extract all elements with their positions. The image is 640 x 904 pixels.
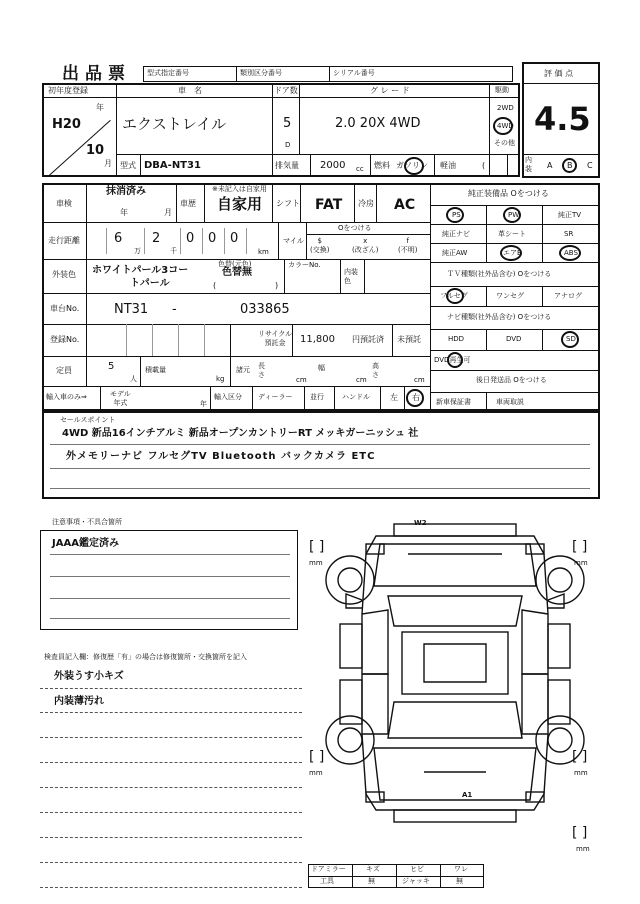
chassis-dash: -: [172, 302, 177, 317]
divider: [304, 386, 305, 411]
later-warranty: 新車保証書: [436, 398, 471, 406]
handle-option-left: 左: [390, 393, 398, 402]
equip-ps: PS: [452, 211, 461, 219]
rule-line: [50, 598, 290, 599]
divider: [224, 228, 225, 254]
diagram-top-label: W2: [414, 519, 427, 527]
score-value: 4.5: [534, 100, 591, 138]
tv-fullseg: フルセグ: [440, 292, 468, 300]
legend-header-mirror: ドアミラー: [311, 865, 346, 873]
paren: (: [482, 161, 486, 170]
history-note: ※未記入は自家用: [212, 185, 267, 193]
mileage-digit-2: 2: [152, 231, 161, 246]
doors-value: 5: [283, 116, 292, 131]
inspector-line1: 外装うす小キズ: [54, 671, 124, 682]
mm-label: mm: [576, 845, 590, 853]
load-label: 積載量: [145, 366, 166, 374]
fuel-selected-circle: [404, 157, 424, 175]
equip-sr: SR: [564, 230, 574, 238]
displacement-label: 排気量: [275, 161, 299, 170]
drive-option-other: その他: [494, 139, 515, 147]
car-name: エクストレイル: [122, 115, 227, 133]
divider: [486, 286, 487, 306]
divider: [42, 356, 430, 357]
mileage-digit-4: 0: [208, 231, 217, 246]
equip-navi: 純正ナビ: [442, 230, 470, 238]
equip-pw-circle: [503, 207, 521, 223]
divider: [430, 262, 600, 263]
length-label: 長さ: [258, 362, 265, 379]
notes-value: JAAA鑑定済み: [52, 538, 119, 549]
handle-selected-circle: [406, 389, 424, 407]
year-unit: 年: [96, 103, 104, 112]
divider: [310, 154, 311, 177]
divider: [370, 154, 371, 177]
diesel-label: 軽油: [440, 161, 456, 170]
rule-line: [40, 787, 302, 788]
legend-header-scratch: キズ: [366, 865, 380, 873]
interior-selected-circle: [562, 158, 577, 173]
navi-title: ナビ種類(社外品含む) Oをつける: [447, 313, 552, 321]
paren: ): [275, 281, 279, 290]
divider: [272, 83, 273, 177]
selling-points-label: セールスポイント: [60, 416, 116, 424]
divider: [542, 329, 543, 350]
diagram-bottom-label: A1: [462, 791, 473, 799]
divider: [100, 386, 101, 411]
year-unit: 年: [200, 400, 207, 408]
divider: [106, 228, 107, 254]
shift-label: シフト: [276, 199, 300, 208]
rule-line: [50, 576, 290, 577]
history-label: 車歴: [180, 199, 196, 208]
serial-label: シリアル番号: [333, 69, 375, 77]
rule-line: [50, 488, 590, 489]
divider: [354, 183, 355, 222]
height-label: 高さ: [372, 362, 379, 379]
import-option-dealer: ディーラー: [258, 393, 293, 401]
history-value: 自家用: [217, 195, 263, 213]
equip-abs: ABS: [564, 249, 578, 257]
legend-value-jack: ジャッキ: [402, 877, 430, 885]
handle-option-right: 右: [412, 393, 420, 402]
bracket-left-top: [ ]: [309, 539, 325, 555]
grade-value: 2.0 20X 4WD: [335, 116, 421, 131]
chassis-number: 033865: [240, 302, 290, 317]
bracket-right-bottom: [ ]: [572, 749, 588, 765]
notes-label: 注意事項・不具合箇所: [52, 518, 122, 526]
shaken-label: 車検: [56, 199, 72, 208]
mileage-man: 万: [134, 247, 141, 255]
first-reg-year: H20: [52, 117, 81, 132]
divider: [140, 356, 141, 386]
divider: [404, 386, 405, 411]
divider: [340, 259, 341, 293]
mileage-sen: 千: [170, 247, 177, 255]
aircon-label: 冷房: [358, 199, 374, 208]
divider: [430, 224, 600, 225]
divider: [42, 324, 430, 325]
bracket-right-top: [ ]: [572, 539, 588, 555]
legend-value-none2: 無: [456, 877, 463, 885]
divider: [352, 864, 353, 888]
divider: [430, 392, 600, 393]
mileage-digit-3: 0: [186, 231, 195, 246]
width-label: 幅: [318, 364, 325, 372]
rule-line: [50, 444, 590, 445]
mm-label: mm: [574, 559, 588, 567]
divider: [299, 83, 300, 155]
equip-tv: 純正TV: [558, 211, 582, 219]
divider: [486, 329, 487, 350]
divider: [42, 97, 520, 98]
mileage-digit-5: 0: [230, 231, 239, 246]
divider: [430, 306, 600, 307]
divider: [430, 329, 600, 330]
cc-unit: cc: [356, 165, 364, 173]
interior-label: 内 装: [525, 156, 532, 173]
inspector-line2: 内装薄汚れ: [54, 696, 104, 707]
tv-fullseg-circle: [446, 288, 464, 304]
meter-option-exchange: $ (交換): [310, 237, 330, 254]
divider: [180, 228, 181, 254]
equip-abs-circle: [559, 245, 581, 261]
divider: [42, 222, 430, 223]
rule-line: [40, 887, 302, 888]
divider: [116, 154, 520, 155]
later-manual: 車両取説: [496, 398, 524, 406]
rule-line: [40, 762, 302, 763]
legend-value-tools: 工具: [320, 877, 334, 885]
meter-mark-label: Oをつける: [338, 224, 372, 232]
divider: [430, 350, 600, 351]
serial-cell: [329, 66, 513, 82]
divider: [204, 324, 205, 356]
model-spec-cell: [143, 66, 237, 82]
drive-option-4wd: 4WD: [497, 122, 514, 130]
rule-line: [40, 837, 302, 838]
bracket-left-bottom: [ ]: [309, 749, 325, 765]
fuel-label: 燃料: [374, 161, 390, 170]
rule-line: [40, 862, 302, 863]
divider: [392, 324, 393, 356]
equip-leather: 革シート: [498, 230, 526, 238]
category-cell: [236, 66, 330, 82]
divider: [430, 205, 600, 206]
shaken-year: 年: [120, 208, 128, 217]
divider: [230, 324, 231, 356]
sheet-title: 出品票: [62, 64, 131, 84]
divider: [86, 183, 87, 386]
divider: [486, 392, 487, 411]
divider: [126, 324, 127, 356]
recycle-amount: 11,800: [300, 334, 335, 345]
first-reg-month: 10: [86, 143, 105, 158]
divider: [144, 228, 145, 254]
meter-option-unknown: f (不明): [398, 237, 418, 254]
recycle-status: 円預託済: [352, 335, 384, 344]
mm-label: mm: [574, 769, 588, 777]
divider: [334, 386, 335, 411]
divider: [178, 324, 179, 356]
import-label: 輸入車のみ⇒: [46, 393, 87, 401]
legend-header-break: ワレ: [454, 865, 468, 873]
chassis-label: 車台No.: [50, 304, 80, 313]
divider: [430, 183, 431, 411]
divider: [152, 324, 153, 356]
equip-pw: PW: [508, 211, 520, 219]
divider: [434, 154, 435, 177]
color-no-label: カラーNo.: [288, 261, 321, 269]
handle-label: ハンドル: [342, 393, 370, 401]
doors-suffix: D: [285, 141, 291, 149]
rule-line: [40, 688, 302, 689]
model-label: 型式: [120, 161, 136, 170]
cm-unit: cm: [296, 376, 307, 384]
drive-selected-circle: [493, 117, 513, 135]
equip-airbag: エアB: [503, 249, 522, 257]
bracket-bottom: [ ]: [572, 825, 588, 841]
divider: [522, 83, 600, 84]
selling-points-line1: 4WD 新品16インチアルミ 新品オープンカントリーRT メッキガーニッシュ 社: [62, 428, 419, 439]
legend-header-crack: ヒビ: [410, 865, 424, 873]
divider: [300, 183, 301, 222]
divider: [230, 356, 231, 386]
import-div-label: 輸入区分: [214, 393, 242, 401]
model-year-label: モデル 年式: [110, 390, 131, 407]
recycle-label: リサイクル 預託金: [258, 330, 293, 347]
tv-oneseg: ワンセグ: [496, 292, 524, 300]
divider: [42, 293, 430, 294]
paren: (: [213, 281, 217, 290]
chassis-prefix: NT31: [114, 302, 149, 317]
tv-title: ＴＶ種類(社外品含む) Oをつける: [447, 270, 552, 278]
divider: [380, 386, 381, 411]
score-label: 評 価 点: [544, 69, 574, 78]
aircon-value: AC: [394, 197, 416, 213]
doors-label: ドア数: [274, 86, 298, 95]
meter-option-tampered: x (改ざん): [352, 237, 379, 254]
divider: [306, 234, 430, 235]
divider: [376, 183, 377, 222]
divider: [440, 864, 441, 888]
divider: [430, 370, 600, 371]
rule-line: [50, 618, 290, 619]
category-label: 類別区分番号: [240, 69, 282, 77]
equip-airbag-circle: [500, 245, 522, 261]
navi-dvd: DVD: [506, 335, 522, 343]
dims-label: 諸元: [236, 366, 250, 374]
navi-sd-circle: [561, 331, 579, 348]
dvd-play-circle: [447, 352, 463, 368]
registration-label: 登録No.: [50, 335, 80, 344]
rule-line: [40, 812, 302, 813]
divider: [204, 183, 205, 222]
selling-points-line2: 外メモリーナビ フルセグTV Bluetooth バックカメラ ETC: [66, 451, 376, 462]
divider: [542, 286, 543, 306]
interior-color-label: 内装 色: [344, 268, 358, 285]
mile-label: マイル: [283, 237, 304, 245]
color-value-line2: トパール: [130, 278, 170, 289]
divider: [252, 386, 253, 411]
equip-ps-circle: [446, 207, 464, 223]
color-label: 外装色: [52, 270, 76, 279]
divider: [507, 154, 508, 177]
navi-hdd: HDD: [448, 335, 465, 343]
car-name-label: 車 名: [178, 86, 202, 95]
tv-analog: アナログ: [554, 292, 582, 300]
mileage-digit-1: 6: [114, 231, 123, 246]
rule-line: [40, 712, 302, 713]
shift-value: FAT: [315, 197, 343, 213]
drive-option-2wd: 2WD: [497, 104, 514, 112]
repaint-label: 色替(元色): [218, 260, 252, 268]
navi-sd: SD: [566, 335, 576, 343]
model-spec-label: 型式指定番号: [147, 69, 189, 77]
shaken-month: 月: [164, 208, 172, 217]
divider: [278, 222, 279, 259]
divider: [489, 83, 490, 177]
equipment-title: 純正装備品 Oをつける: [468, 189, 549, 198]
divider: [202, 228, 203, 254]
kg-unit: kg: [216, 375, 225, 383]
later-title: 後日発送品 Oをつける: [476, 376, 547, 384]
inspector-label: 検査員記入欄：修復歴「有」の場合は修復箇所・交換箇所を記入: [44, 653, 247, 661]
divider: [210, 386, 211, 411]
displacement-value: 2000: [320, 160, 346, 171]
import-option-parallel: 並行: [310, 393, 324, 401]
divider: [284, 259, 285, 293]
fuel-value: ガソリン: [396, 161, 428, 170]
mileage-label: 走行距離: [48, 236, 80, 245]
interior-option-c: C: [587, 161, 593, 170]
capacity-unit: 人: [130, 375, 137, 383]
divider: [176, 183, 177, 222]
divider: [364, 259, 365, 293]
cm-unit: cm: [414, 376, 425, 384]
divider: [430, 286, 600, 287]
drive-label: 駆動: [495, 86, 509, 94]
divider: [430, 243, 600, 244]
rule-line: [40, 737, 302, 738]
capacity-label: 定員: [56, 366, 72, 375]
divider: [140, 154, 141, 177]
repaint-value: 色替無: [222, 267, 252, 278]
divider: [542, 205, 543, 262]
cm-unit: cm: [356, 376, 367, 384]
divider: [306, 222, 307, 259]
divider: [486, 205, 487, 262]
interior-option-b: B: [567, 161, 573, 170]
rule-line: [50, 468, 590, 469]
capacity-value: 5: [108, 361, 115, 372]
recycle-unpaid: 未預託: [397, 335, 421, 344]
km-unit: km: [258, 248, 269, 256]
car-diagram: [304, 514, 604, 834]
rule-line: [50, 554, 290, 555]
mm-label: mm: [309, 559, 323, 567]
legend-value-none: 無: [368, 877, 375, 885]
divider: [292, 324, 293, 356]
dvd-play: DVD再生可: [434, 356, 471, 364]
divider: [272, 183, 273, 222]
shaken-status: 抹消済み: [106, 186, 146, 197]
color-value-line1: ホワイトパール3コー: [92, 265, 189, 276]
grade-label: グ レ ー ド: [370, 86, 410, 95]
divider: [116, 83, 117, 177]
interior-option-a: A: [547, 161, 553, 170]
model-value: DBA-NT31: [144, 160, 201, 171]
divider: [396, 864, 397, 888]
equip-aw: 純正AW: [442, 249, 468, 257]
mm-label: mm: [309, 769, 323, 777]
first-reg-label: 初年度登録: [48, 86, 88, 95]
month-unit: 月: [104, 159, 112, 168]
divider: [246, 228, 247, 254]
